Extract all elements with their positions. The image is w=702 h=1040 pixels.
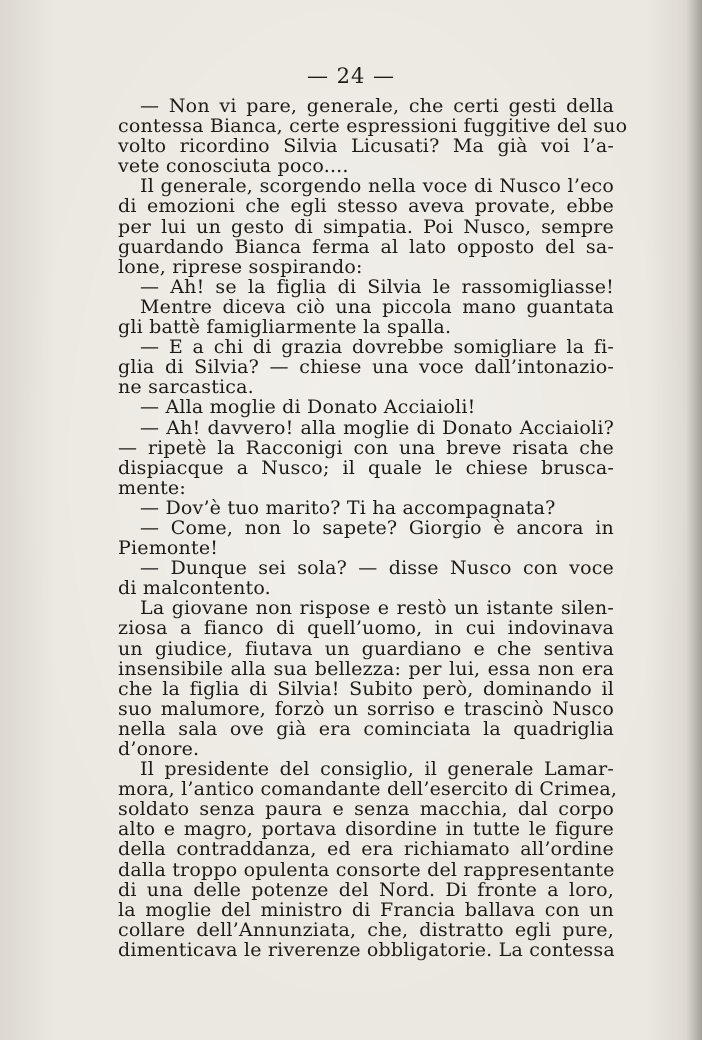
text-line: ziosa a fianco di quell’uomo, in cui indovinava — [118, 617, 614, 640]
text-line: di emozioni che egli stesso aveva provate, ebbe — [118, 195, 614, 218]
text-line: dalla troppo opulenta consorte del rappresentante — [118, 858, 615, 881]
text-line: collare dell’Annunziata, che, distratto egli pure, — [118, 918, 614, 941]
text-line: lone, riprese sospirando: — [118, 255, 363, 278]
text-line: che la figlia di Silvia! Subito però, dominando il — [118, 677, 614, 700]
text-line: d’onore. — [118, 738, 200, 760]
text-line: di una delle potenze del Nord. Di fronte a loro, — [118, 878, 614, 901]
text-line: alto e magro, portava disordine in tutte le figure — [118, 818, 614, 841]
text-line: soldato senza paura e senza macchia, dal corpo — [118, 798, 614, 821]
text-line: di malcontento. — [118, 577, 271, 600]
text-line: Il presidente del consiglio, il generale Lamar- — [140, 758, 614, 781]
text-line: — Come, non lo sapete? Giorgio è ancora in — [140, 516, 614, 539]
text-line: dispiacque a Nusco; il quale le chiese brusca- — [118, 456, 614, 479]
text-line: contessa Bianca, certe espressioni fuggitive del suo — [118, 115, 628, 138]
text-line: — Ah! davvero! alla moglie di Donato Acciaioli? — [140, 416, 614, 439]
text-line: La giovane non rispose e restò un istante silen- — [140, 597, 614, 620]
text-line: vete conosciuta poco.... — [118, 155, 349, 178]
text-line: ne sarcastica. — [118, 376, 254, 399]
page-binding-shadow — [686, 0, 702, 1040]
text-line: — ripetè la Racconigi con una breve risata che — [118, 436, 614, 459]
text-line: — Non vi pare, generale, che certi gesti della — [140, 95, 614, 117]
text-line: della contraddanza, ed era richiamato all’ordine — [118, 838, 614, 861]
text-line: mora, l’antico comandante dell’esercito di Crimea, — [118, 778, 618, 801]
text-line: Piemonte! — [118, 537, 219, 560]
text-line: glia di Silvia? — chiese una voce dall’intonazio- — [118, 356, 614, 379]
text-line: dimenticava le riverenze obbligatorie. La contessa — [118, 938, 615, 961]
body-text — [118, 95, 628, 961]
text-line: Il generale, scorgendo nella voce di Nusco l’eco — [140, 175, 614, 198]
text-line: — Dov’è tuo marito? Ti ha accompagnata? — [140, 496, 556, 519]
text-line: — Dunque sei sola? — disse Nusco con voce — [140, 557, 614, 580]
text-line: volto ricordino Silvia Licusati? Ma già voi l’a- — [118, 135, 614, 158]
text-line: Mentre diceva ciò una piccola mano guantata — [140, 295, 614, 318]
text-line: un giudice, fiutava un guardiano e che sentiva — [118, 637, 614, 660]
text-line: — Ah! se la figlia di Silvia le rassomigliasse! — [140, 275, 614, 298]
text-line: nella sala ove già era cominciata la quadriglia — [118, 717, 614, 740]
text-line: la moglie del ministro di Francia ballava con un — [118, 898, 614, 921]
text-line: suo malumore, forzò un sorriso e trascinò Nusco — [118, 697, 614, 720]
text-line: guardando Bianca ferma al lato opposto del sa- — [118, 235, 614, 258]
text-line: — Alla moglie di Donato Acciaioli! — [140, 396, 476, 419]
text-line: insensibile alla sua bellezza: per lui, essa non era — [118, 657, 614, 680]
page-number: — 24 — — [306, 64, 396, 88]
text-line: per lui un gesto di simpatia. Poi Nusco, sempre — [118, 215, 614, 238]
text-line: mente: — [118, 476, 186, 499]
text-line: gli battè famigliarmente la spalla. — [118, 316, 452, 339]
text-line: — E a chi di grazia dovrebbe somigliare la fi- — [140, 336, 614, 359]
